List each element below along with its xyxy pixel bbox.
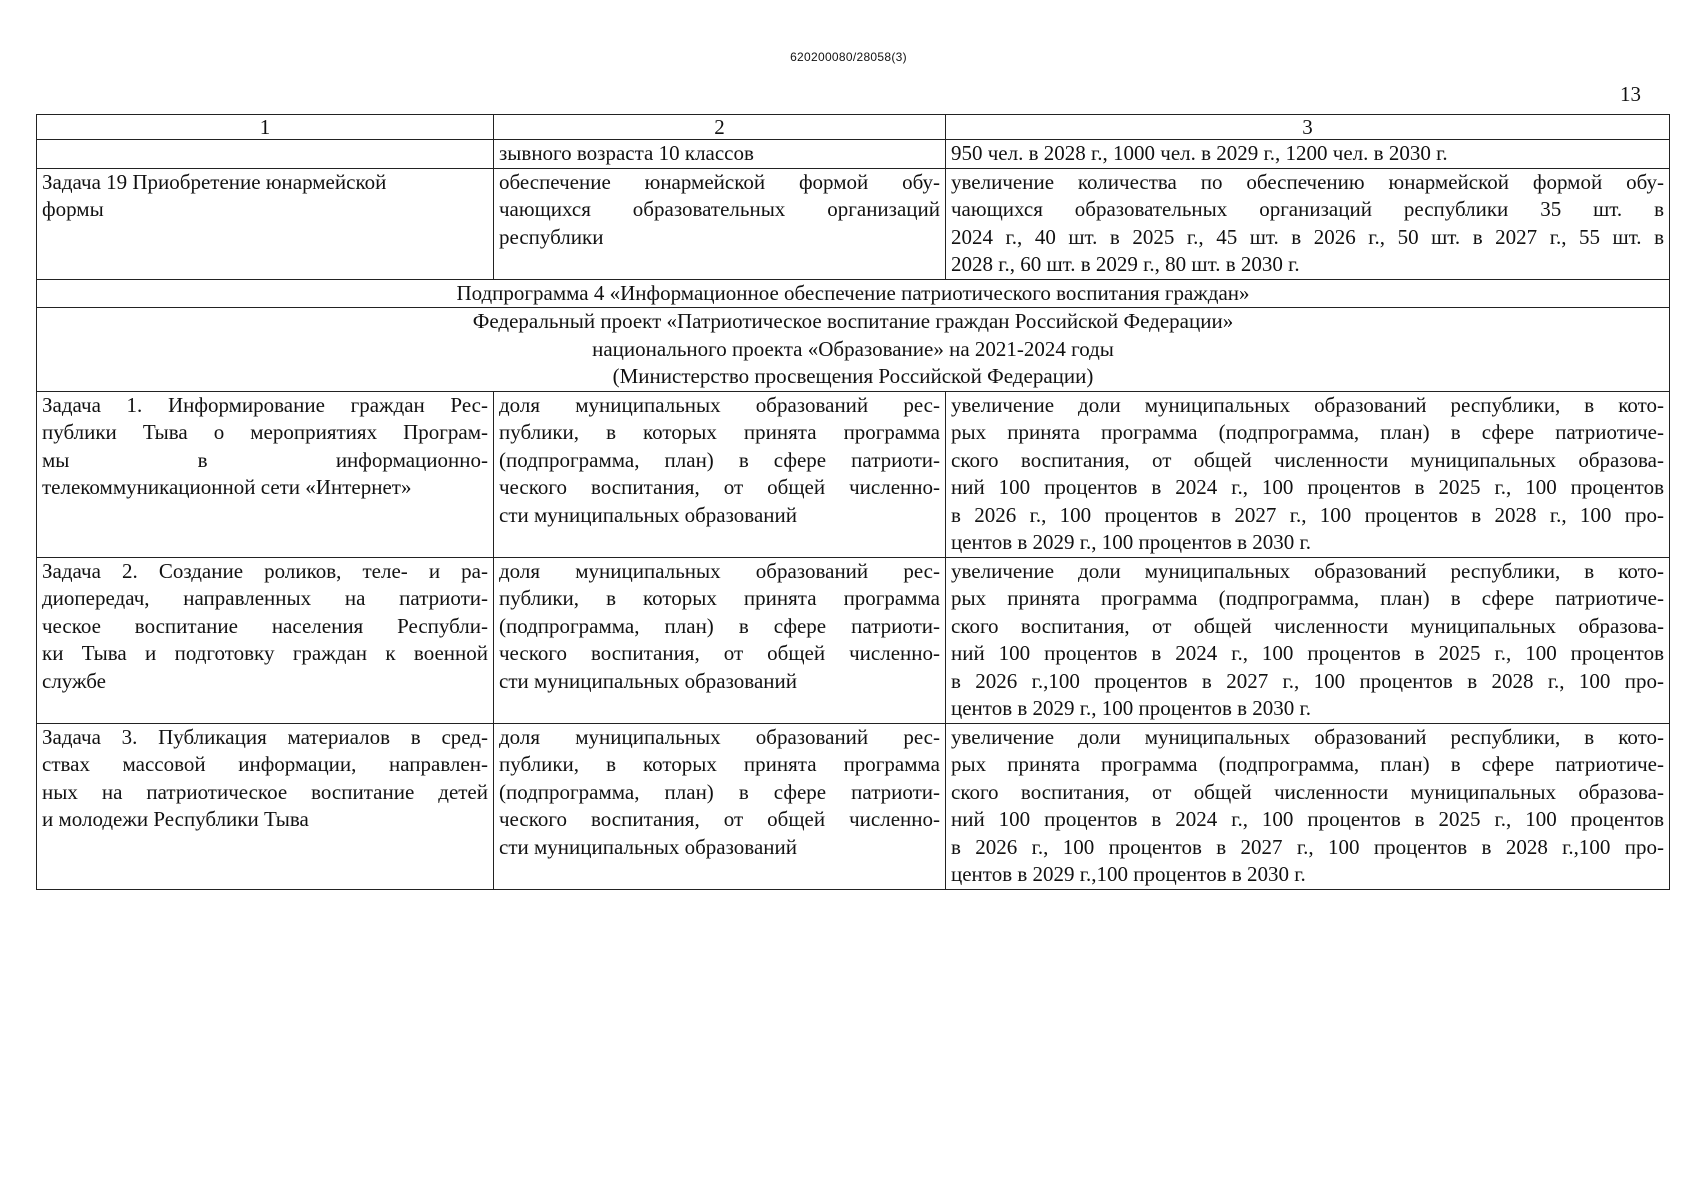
text-line: мы в информационно- xyxy=(42,447,488,472)
text-line: Задача 3. Публикация материалов в сред- xyxy=(42,724,488,749)
text-line: увеличение доли муниципальных образований республики, в кото- xyxy=(951,724,1664,749)
text-line: доля муниципальных образований рес- xyxy=(499,724,940,749)
text-line: в 2026 г.,100 процентов в 2027 г., 100 процентов в 2028 г., 100 про- xyxy=(951,668,1664,693)
text-line: центов в 2029 г.,100 процентов в 2030 г. xyxy=(951,862,1306,886)
indicator-cell xyxy=(494,723,946,889)
result-cell xyxy=(946,557,1670,723)
text-line: увеличение доли муниципальных образований республики, в кото- xyxy=(951,392,1664,417)
text-line: Задача 1. Информирование граждан Рес- xyxy=(42,392,488,417)
indicator-cell xyxy=(494,557,946,723)
text-line: ческого воспитания, от общей численно- xyxy=(499,475,940,499)
text-line: центов в 2029 г., 100 процентов в 2030 г. xyxy=(951,696,1312,720)
text-line: сти муниципальных образований xyxy=(499,834,797,859)
text-line: службе xyxy=(42,668,106,693)
text-line: увеличение количества по обеспечению юнармейской формой обу- xyxy=(951,169,1664,194)
text-line: рых принята программа (подпрограмма, план) в сфере патриотиче- xyxy=(951,752,1664,776)
text-line: ний 100 процентов в 2024 г., 100 процентов в 2025 г., 100 процентов xyxy=(951,807,1664,831)
text-line: 2024 г., 40 шт. в 2025 г., 45 шт. в 2026 г., 50 шт. в 2027 г., 55 шт. в xyxy=(951,224,1664,249)
task-cell xyxy=(37,391,494,557)
column-number: 2 xyxy=(494,115,946,140)
text-line: сти муниципальных образований xyxy=(499,668,797,693)
text-line: обеспечение юнармейской формой обу- xyxy=(499,169,940,194)
text-line: в 2026 г., 100 процентов в 2027 г., 100 процентов в 2028 г.,100 про- xyxy=(951,834,1664,859)
indicator-cell: зывного возраста 10 классов xyxy=(494,140,946,169)
table-row xyxy=(37,168,1670,279)
text-line: ческого воспитания, от общей численно- xyxy=(499,807,940,831)
text-line: ных на патриотическое воспитание детей xyxy=(42,779,488,804)
text-line: Федеральный проект «Патриотическое воспитание граждан Российской Федерации» xyxy=(472,309,1234,333)
text-line: Задача 2. Создание роликов, теле- и ра- xyxy=(42,558,488,583)
text-line: (Министерство просвещения Российской Федерации) xyxy=(612,364,1094,388)
text-line: ского воспитания, от общей численности муниципальных образова- xyxy=(951,447,1664,472)
program-table xyxy=(36,114,1670,890)
result-cell: 950 чел. в 2028 г., 1000 чел. в 2029 г., 1200 чел. в 2030 г. xyxy=(946,140,1670,169)
text-line: Задача 19 Приобретение юнармейской xyxy=(42,169,387,194)
table-row xyxy=(37,557,1670,723)
text-line: национального проекта «Образование» на 2021-2024 годы xyxy=(592,336,1114,361)
subprogram-row xyxy=(37,279,1670,308)
indicator-cell xyxy=(494,391,946,557)
text-line: и молодежи Республики Тыва xyxy=(42,807,309,831)
text-line: формы xyxy=(42,197,104,221)
column-number: 3 xyxy=(946,115,1670,140)
indicator-cell xyxy=(494,168,946,279)
task-cell xyxy=(37,723,494,889)
task-cell xyxy=(37,140,494,169)
text-line: увеличение доли муниципальных образований республики, в кото- xyxy=(951,558,1664,583)
column-number: 1 xyxy=(37,115,494,140)
result-cell xyxy=(946,723,1670,889)
result-cell xyxy=(946,168,1670,279)
text-line: 2028 г., 60 шт. в 2029 г., 80 шт. в 2030 г. xyxy=(951,252,1300,276)
table-row xyxy=(37,391,1670,557)
text-line: публики, в которых принята программа xyxy=(499,586,940,610)
text-line: рых принята программа (подпрограмма, план) в сфере патриотиче- xyxy=(951,586,1664,610)
task-cell xyxy=(37,557,494,723)
table-row xyxy=(37,723,1670,889)
text-line: чающихся образовательных организаций xyxy=(499,197,940,221)
subprogram-title: Подпрограмма 4 «Информационное обеспечение патриотического воспитания граждан» xyxy=(37,279,1670,308)
text-line: публики, в которых принята программа xyxy=(499,752,940,776)
text-line: (подпрограмма, план) в сфере патриоти- xyxy=(499,447,940,472)
text-line: ского воспитания, от общей численности муниципальных образова- xyxy=(951,613,1664,638)
document-id: 620200080/28058(3) xyxy=(790,50,907,64)
text-line: ний 100 процентов в 2024 г., 100 процентов в 2025 г., 100 процентов xyxy=(951,641,1664,665)
federal-project-title xyxy=(37,308,1670,392)
text-line: чающихся образовательных организаций республики 35 шт. в xyxy=(951,197,1664,221)
table-row xyxy=(37,140,1670,169)
column-number-row xyxy=(37,115,1670,140)
text-line: телекоммуникационной сети «Интернет» xyxy=(42,475,412,499)
text-line: ствах массовой информации, направлен- xyxy=(42,752,488,776)
text-line: публики Тыва о мероприятиях Програм- xyxy=(42,420,488,444)
text-line: в 2026 г., 100 процентов в 2027 г., 100 процентов в 2028 г., 100 про- xyxy=(951,502,1664,527)
text-line: центов в 2029 г., 100 процентов в 2030 г. xyxy=(951,530,1312,554)
text-line: (подпрограмма, план) в сфере патриоти- xyxy=(499,779,940,804)
text-line: ки Тыва и подготовку граждан к военной xyxy=(42,641,488,665)
federal-project-row xyxy=(37,308,1670,392)
text-line: доля муниципальных образований рес- xyxy=(499,558,940,583)
text-line: диопередач, направленных на патриоти- xyxy=(42,586,488,610)
task-cell xyxy=(37,168,494,279)
text-line: республики xyxy=(499,224,604,249)
page-number: 13 xyxy=(1620,82,1641,106)
text-line: ческого воспитания, от общей численно- xyxy=(499,641,940,665)
result-cell xyxy=(946,391,1670,557)
text-line: публики, в которых принята программа xyxy=(499,420,940,444)
text-line: сти муниципальных образований xyxy=(499,502,797,527)
text-line: (подпрограмма, план) в сфере патриоти- xyxy=(499,613,940,638)
text-line: доля муниципальных образований рес- xyxy=(499,392,940,417)
text-line: ческое воспитание населения Республи- xyxy=(42,613,488,638)
text-line: рых принята программа (подпрограмма, план) в сфере патриотиче- xyxy=(951,420,1664,444)
text-line: ний 100 процентов в 2024 г., 100 процентов в 2025 г., 100 процентов xyxy=(951,475,1664,499)
text-line: ского воспитания, от общей численности муниципальных образова- xyxy=(951,779,1664,804)
